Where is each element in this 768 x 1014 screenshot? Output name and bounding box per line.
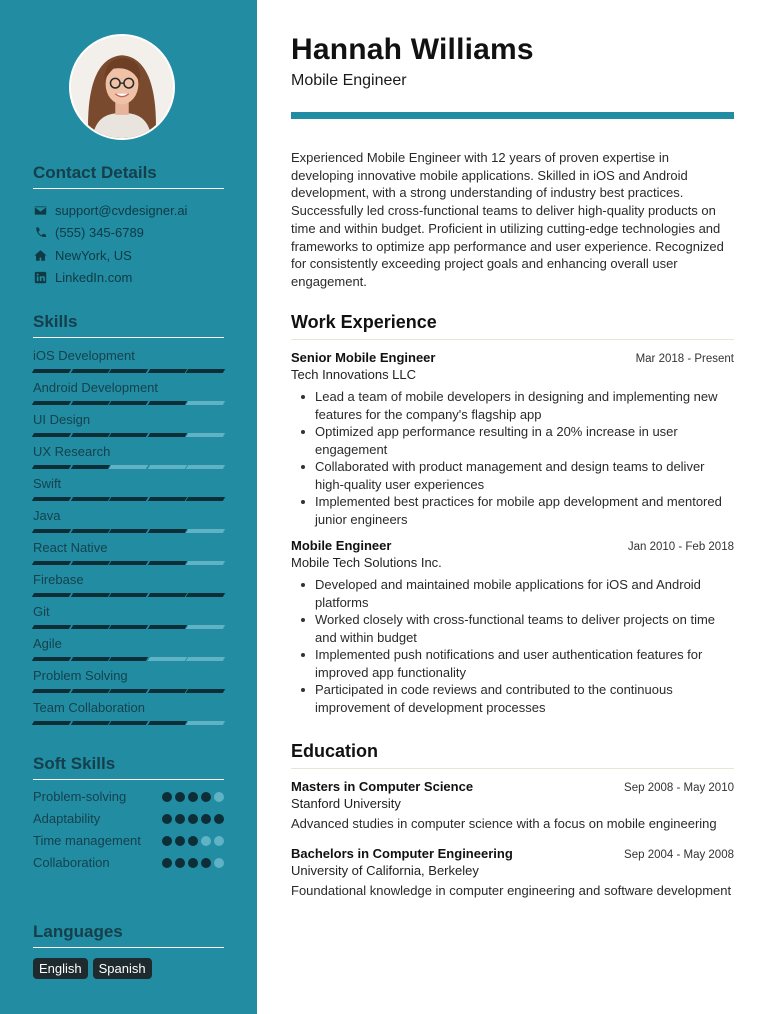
rating-dot	[201, 792, 211, 802]
skill-level-segment	[109, 497, 148, 501]
soft-skill-item	[33, 788, 224, 806]
job-role: Senior Mobile Engineer	[291, 350, 436, 365]
skill-level-segment	[148, 593, 187, 597]
skill-level-segment	[109, 593, 148, 597]
languages-heading: Languages	[33, 922, 224, 948]
skill-level-segment	[70, 369, 109, 373]
skill-name: Java	[33, 508, 61, 523]
education-entry	[291, 846, 734, 900]
education-date: Sep 2004 - May 2008	[624, 849, 734, 861]
skill-level-segment	[109, 465, 148, 469]
skill-name: Problem Solving	[33, 668, 128, 683]
contact-linkedin-text: LinkedIn.com	[55, 270, 133, 286]
skill-item	[33, 634, 224, 666]
skill-name: Team Collaboration	[33, 700, 146, 715]
skill-name: UI Design	[33, 412, 91, 427]
education-entry	[291, 779, 734, 833]
school: University of California, Berkeley	[291, 863, 479, 878]
skill-item	[33, 666, 224, 698]
rating-dot	[175, 858, 185, 868]
job-entry	[291, 350, 734, 528]
soft-skill-rating	[162, 810, 224, 824]
skill-level-segment	[148, 401, 187, 405]
linkedin-icon	[33, 271, 47, 285]
skill-level-segment	[70, 465, 109, 469]
profile-summary: Experienced Mobile Engineer with 12 years of proven expertise in developing innovative mobile applications. Skilled in iOS and Android development, with a strong understanding of industry best practices. Successfully led cross-functional teams to deliver high-quality products on time and within budget. Proficient in utilizing cutting-edge technologies and frameworks to optimize app performance and user experience. Recognized for consistently exceeding project goals and enhancing overall user engagement.	[291, 150, 724, 289]
skill-level-segment	[186, 689, 225, 693]
soft-skills-heading: Soft Skills	[33, 754, 224, 780]
rating-dot	[188, 858, 198, 868]
contact-phone-text: (555) 345-6789	[55, 225, 144, 241]
skill-level-segment	[109, 529, 148, 533]
skill-level-segment	[148, 625, 187, 629]
accent-divider	[291, 112, 734, 119]
rating-dot	[175, 814, 185, 824]
skill-level-segment	[148, 657, 187, 661]
rating-dot	[201, 836, 211, 846]
skill-name: React Native	[33, 540, 108, 555]
job-date: Jan 2010 - Feb 2018	[627, 541, 734, 553]
skill-level-segment	[186, 529, 225, 533]
job-bullet: Optimized app performance resulting in a 20% increase in user engagement	[291, 423, 734, 458]
rating-dot	[175, 836, 185, 846]
job-role: Mobile Engineer	[291, 538, 392, 553]
contact-location	[33, 244, 224, 267]
rating-dot	[201, 858, 211, 868]
rating-dot	[162, 858, 172, 868]
candidate-title: Mobile Engineer	[291, 72, 407, 89]
education-description: Advanced studies in computer science with a focus on mobile engineering	[291, 816, 717, 831]
skill-level-bar	[33, 497, 224, 501]
skill-item	[33, 570, 224, 602]
skill-level-segment	[186, 497, 225, 501]
job-bullets	[291, 576, 734, 716]
skill-level-segment	[109, 657, 148, 661]
rating-dot	[188, 836, 198, 846]
skill-name: UX Research	[33, 444, 111, 459]
languages-section	[33, 922, 224, 979]
skill-level-segment	[109, 561, 148, 565]
skill-level-segment	[70, 497, 109, 501]
skill-item	[33, 506, 224, 538]
skill-level-segment	[148, 721, 187, 725]
skill-level-segment	[70, 689, 109, 693]
education-date: Sep 2008 - May 2010	[624, 782, 734, 794]
soft-skill-item	[33, 832, 224, 850]
skill-level-segment	[32, 625, 71, 629]
contact-email-text: support@cvdesigner.ai	[55, 202, 188, 218]
soft-skill-name: Adaptability	[33, 811, 101, 826]
skill-level-segment	[148, 369, 187, 373]
job-bullet: Implemented push notifications and user authentication features for improved app functionality	[291, 646, 734, 681]
skill-level-segment	[148, 529, 187, 533]
skill-level-segment	[148, 497, 187, 501]
skill-level-segment	[148, 465, 187, 469]
skill-level-bar	[33, 625, 224, 629]
job-bullet: Collaborated with product management and design teams to deliver high-quality user experiences	[291, 458, 734, 493]
job-bullet: Worked closely with cross-functional teams to deliver projects on time and within budget	[291, 611, 734, 646]
skill-item	[33, 346, 224, 378]
skill-level-segment	[109, 401, 148, 405]
rating-dot	[162, 836, 172, 846]
language-tag: Spanish	[93, 958, 152, 979]
skill-level-segment	[109, 625, 148, 629]
rating-dot	[201, 814, 211, 824]
skill-item	[33, 442, 224, 474]
skill-level-segment	[109, 433, 148, 437]
rating-dot	[214, 792, 224, 802]
skill-level-bar	[33, 529, 224, 533]
skills-heading: Skills	[33, 312, 224, 338]
skill-level-segment	[32, 657, 71, 661]
skill-level-segment	[148, 561, 187, 565]
contact-linkedin[interactable]	[33, 267, 224, 290]
skill-level-segment	[32, 593, 71, 597]
skill-item	[33, 474, 224, 506]
skill-level-bar	[33, 561, 224, 565]
job-company: Tech Innovations LLC	[291, 367, 417, 382]
soft-skill-name: Time management	[33, 833, 141, 848]
skill-level-segment	[186, 369, 225, 373]
skill-level-segment	[32, 465, 71, 469]
skill-level-segment	[70, 657, 109, 661]
rating-dot	[188, 792, 198, 802]
contact-phone[interactable]	[33, 222, 224, 245]
skill-level-segment	[70, 401, 109, 405]
candidate-name: Hannah Williams	[291, 33, 534, 66]
skill-level-segment	[186, 561, 225, 565]
skill-level-segment	[70, 561, 109, 565]
skill-name: Git	[33, 604, 50, 619]
skill-item	[33, 602, 224, 634]
job-bullet: Implemented best practices for mobile app development and mentored junior engineers	[291, 493, 734, 528]
contact-heading: Contact Details	[33, 163, 224, 189]
skill-level-segment	[148, 689, 187, 693]
skill-level-segment	[109, 689, 148, 693]
envelope-icon	[33, 203, 47, 217]
home-icon	[33, 248, 47, 262]
rating-dot	[162, 814, 172, 824]
skill-level-segment	[70, 433, 109, 437]
skill-level-segment	[32, 401, 71, 405]
skill-level-segment	[70, 529, 109, 533]
skills-list	[33, 346, 224, 730]
skills-section	[33, 312, 224, 730]
rating-dot	[188, 814, 198, 824]
rating-dot	[175, 792, 185, 802]
contact-email[interactable]	[33, 199, 224, 222]
languages-list	[33, 958, 224, 979]
skill-level-segment	[186, 625, 225, 629]
skill-level-segment	[186, 401, 225, 405]
skill-level-segment	[32, 497, 71, 501]
skill-name: Android Development	[33, 380, 159, 395]
skill-level-segment	[70, 721, 109, 725]
skill-name: Swift	[33, 476, 62, 491]
sidebar	[0, 0, 257, 1014]
skill-level-bar	[33, 433, 224, 437]
skill-level-segment	[186, 721, 225, 725]
skill-level-segment	[32, 721, 71, 725]
job-entry	[291, 538, 734, 716]
skill-item	[33, 538, 224, 570]
degree: Masters in Computer Science	[291, 779, 474, 794]
skill-level-segment	[70, 625, 109, 629]
skill-name: Agile	[33, 636, 62, 651]
job-bullets	[291, 388, 734, 528]
skill-level-segment	[186, 433, 225, 437]
skill-level-bar	[33, 369, 224, 373]
education-heading: Education	[291, 741, 734, 769]
skill-level-bar	[33, 465, 224, 469]
skill-level-segment	[186, 593, 225, 597]
skill-level-bar	[33, 689, 224, 693]
soft-skill-name: Collaboration	[33, 855, 110, 870]
job-company: Mobile Tech Solutions Inc.	[291, 555, 442, 570]
job-bullet: Participated in code reviews and contributed to the continuous improvement of development processes	[291, 681, 734, 716]
education-description: Foundational knowledge in computer engineering and software development	[291, 883, 732, 898]
contact-section	[33, 163, 224, 289]
rating-dot	[162, 792, 172, 802]
skill-level-segment	[186, 657, 225, 661]
rating-dot	[214, 858, 224, 868]
job-bullet: Developed and maintained mobile applications for iOS and Android platforms	[291, 576, 734, 611]
profile-photo	[69, 34, 175, 140]
degree: Bachelors in Computer Engineering	[291, 846, 513, 861]
skill-level-bar	[33, 657, 224, 661]
skill-name: Firebase	[33, 572, 84, 587]
phone-icon	[33, 226, 47, 240]
rating-dot	[214, 814, 224, 824]
skill-level-bar	[33, 401, 224, 405]
skill-level-segment	[32, 561, 71, 565]
job-bullet: Lead a team of mobile developers in designing and implementing new features for the company's flagship app	[291, 388, 734, 423]
skill-item	[33, 378, 224, 410]
soft-skill-rating	[162, 788, 224, 802]
skill-level-segment	[109, 369, 148, 373]
skill-level-bar	[33, 721, 224, 725]
skill-item	[33, 410, 224, 442]
skill-level-segment	[70, 593, 109, 597]
soft-skill-item	[33, 854, 224, 872]
rating-dot	[214, 836, 224, 846]
school: Stanford University	[291, 796, 401, 811]
skill-level-segment	[148, 433, 187, 437]
skill-name: iOS Development	[33, 348, 135, 363]
job-date: Mar 2018 - Present	[635, 353, 734, 365]
skill-level-bar	[33, 593, 224, 597]
skill-level-segment	[186, 465, 225, 469]
soft-skill-rating	[162, 854, 224, 868]
soft-skills-list	[33, 788, 224, 872]
skill-level-segment	[32, 369, 71, 373]
skill-level-segment	[32, 433, 71, 437]
language-tag: English	[33, 958, 88, 979]
skill-level-segment	[32, 529, 71, 533]
skill-item	[33, 698, 224, 730]
avatar	[71, 36, 173, 138]
soft-skill-item	[33, 810, 224, 828]
soft-skill-name: Problem-solving	[33, 789, 127, 804]
skill-level-segment	[32, 689, 71, 693]
work-experience-heading: Work Experience	[291, 312, 734, 340]
skill-level-segment	[109, 721, 148, 725]
soft-skills-section	[33, 754, 224, 876]
contact-location-text: NewYork, US	[55, 247, 132, 263]
soft-skill-rating	[162, 832, 224, 846]
